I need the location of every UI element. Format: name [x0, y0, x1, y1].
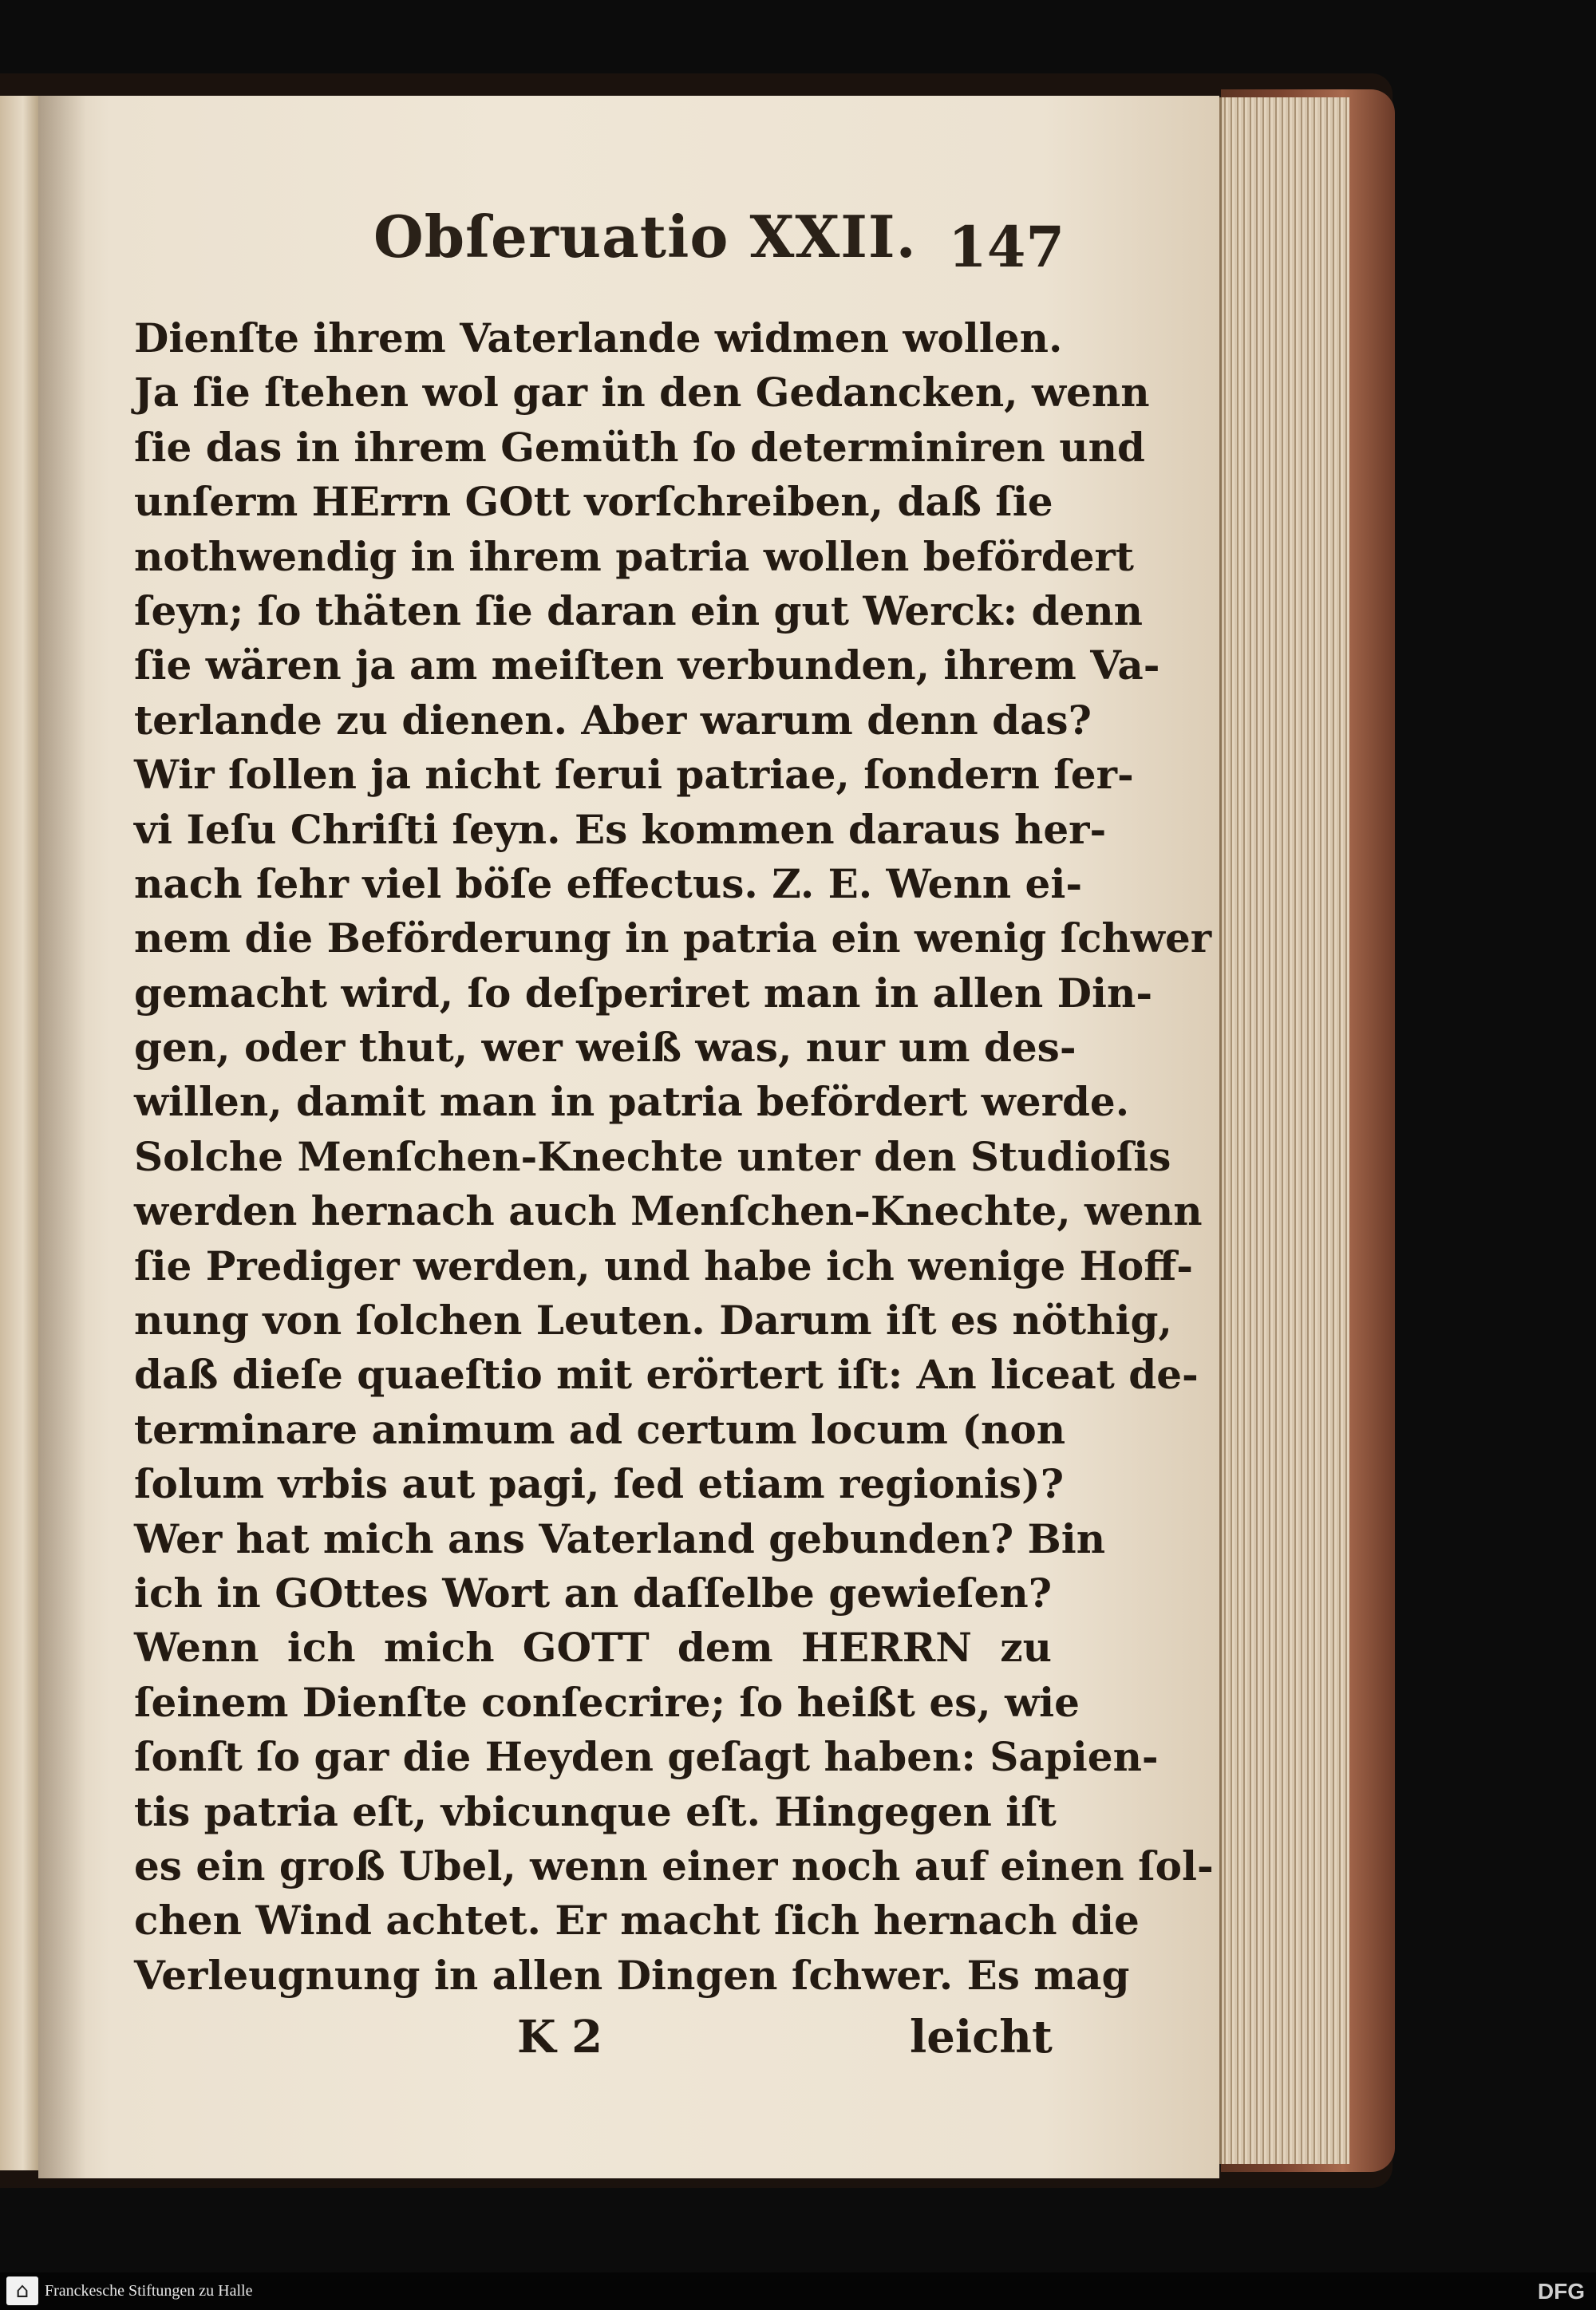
text-line: ſonſt ſo gar die Heyden geſagt haben: Sapien-	[134, 1733, 1159, 1781]
text-line: ſolum vrbis aut pagi, ſed etiam regionis)?	[134, 1460, 1065, 1508]
text-line: ich in GOttes Wort an daſſelbe gewieſen?	[134, 1569, 1052, 1617]
text-line: nach ſehr viel böſe effectus. Z. E. Wenn ei-	[134, 859, 1083, 907]
text-line: ſie wären ja am meiſten verbunden, ihrem Va-	[134, 642, 1160, 689]
text-line: Wer hat mich ans Vaterland gebunden? Bin	[134, 1514, 1106, 1562]
text-line: vi Ieſu Chriſti ſeyn. Es kommen daraus her-	[134, 805, 1107, 853]
left-page-edge	[0, 96, 38, 2170]
signature-mark: K 2	[517, 2011, 603, 2063]
text-line: willen, damit man in patria befördert werde.	[134, 1078, 1130, 1126]
library-logo-icon: ⌂	[6, 2276, 38, 2305]
gutter-shadow	[38, 96, 86, 2178]
text-line: Verleugnung in allen Dingen ſchwer. Es mag	[134, 1951, 1130, 1999]
text-line: tis patria eſt, vbicunque eſt. Hingegen iſt	[134, 1787, 1057, 1835]
page-header	[38, 203, 1219, 290]
running-title: Obſeruatio XXII.	[373, 203, 917, 270]
book-page	[38, 96, 1219, 2178]
text-line: gemacht wird, ſo deſperiret man in allen Din-	[134, 969, 1153, 1017]
text-line: nem die Beförderung in patria ein wenig ſchwer	[134, 914, 1212, 962]
text-line: gen, oder thut, wer weiß was, nur um des-	[134, 1024, 1077, 1072]
text-line: terminare animum ad certum locum (non	[134, 1405, 1066, 1453]
page-fore-edge	[1219, 97, 1349, 2164]
library-name: Franckesche Stiftungen zu Halle	[45, 2282, 253, 2300]
text-line: Dienſte ihrem Vaterlande widmen wollen.	[134, 314, 1063, 361]
catchword: leicht	[910, 2011, 1053, 2063]
text-line: Wenn ich mich GOTT dem HERRN zu	[134, 1624, 1052, 1672]
text-line: werden hernach auch Menſchen-Knechte, wenn	[134, 1187, 1203, 1235]
text-line: nung von ſolchen Leuten. Darum iſt es nöthig,	[134, 1297, 1172, 1345]
page-footer	[38, 2011, 1219, 2083]
credit-bar	[0, 2272, 1596, 2310]
text-line: unſerm HErrn GOtt vorſchreiben, daß ſie	[134, 478, 1053, 526]
text-line: chen Wind achtet. Er macht ſich hernach die	[134, 1897, 1140, 1945]
text-line: nothwendig in ihrem patria wollen befördert	[134, 532, 1134, 580]
dfg-logo: DFG	[1537, 2279, 1585, 2304]
text-line: Wir ſollen ja nicht ſerui patriae, ſondern ſer-	[134, 751, 1134, 799]
text-line: ſie Prediger werden, und habe ich wenige Hoff-	[134, 1242, 1194, 1289]
text-line: Ja ſie ſtehen wol gar in den Gedancken, wenn	[134, 369, 1150, 417]
text-line: terlande zu dienen. Aber warum denn das?	[134, 696, 1092, 744]
text-line: ſie das in ihrem Gemüth ſo determiniren und	[134, 423, 1145, 471]
page-number: 147	[948, 214, 1065, 280]
text-line: ſeinem Dienſte conſecrire; ſo heißt es, wie	[134, 1678, 1080, 1726]
text-line: es ein groß Ubel, wenn einer noch auf einen ſol-	[134, 1842, 1214, 1889]
text-line: Solche Menſchen-Knechte unter den Studioſis	[134, 1132, 1171, 1180]
text-line: ſeyn; ſo thäten ſie daran ein gut Werck: denn	[134, 586, 1143, 634]
body-text	[134, 311, 1214, 2003]
text-line: daß dieſe quaeſtio mit erörtert iſt: An liceat de-	[134, 1351, 1199, 1399]
